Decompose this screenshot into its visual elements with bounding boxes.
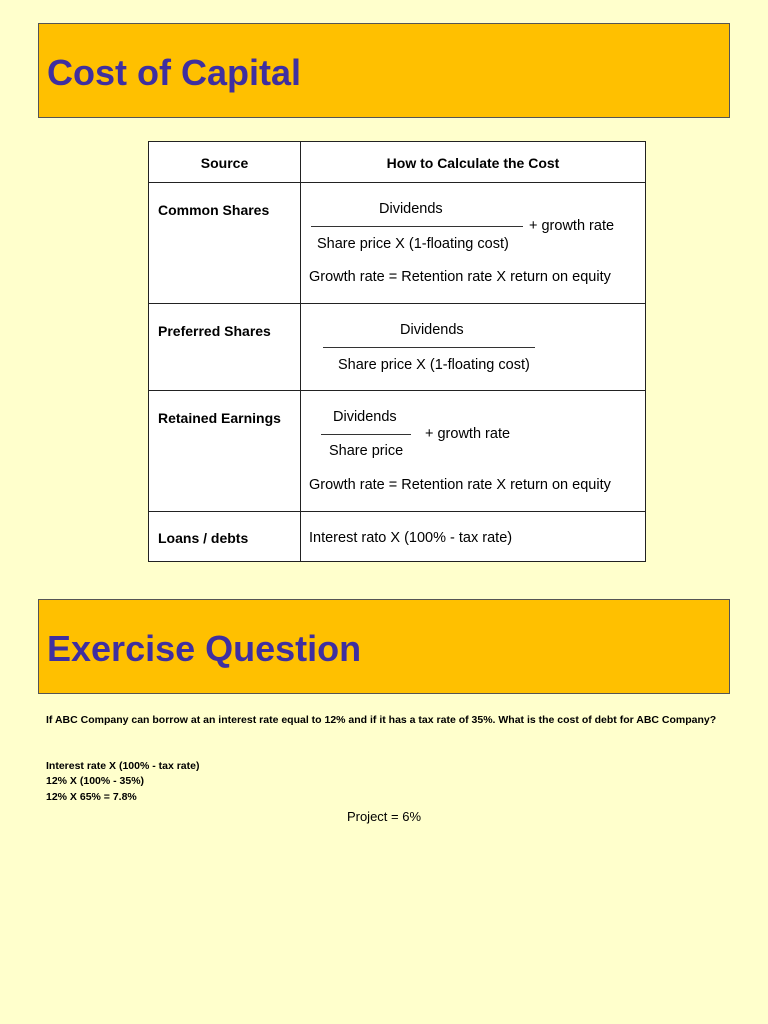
section-title: Exercise Question [47, 628, 362, 669]
growth-note: Growth rate = Retention rate X return on equity [309, 269, 611, 285]
step-line: Interest rate X (100% - tax rate) [46, 760, 200, 772]
calc-cell [301, 304, 645, 390]
step-line: 12% X (100% - 35%) [46, 775, 145, 787]
source-cell [149, 304, 301, 390]
growth-note: Growth rate = Retention rate X return on equity [309, 477, 611, 493]
table-row [149, 303, 645, 390]
header-source-cell [149, 142, 301, 182]
numerator: Dividends [379, 201, 443, 217]
question-text: If ABC Company can borrow at an interest rate equal to 12% and if it has a tax rate of 35%. What is the cost of debt for ABC Company? [46, 714, 717, 726]
suffix: + growth rate [425, 426, 511, 442]
fraction-line [323, 347, 535, 348]
exercise-question-title-box [38, 599, 730, 694]
calc-cell [301, 512, 645, 561]
debt-formula: Interest rato X (100% - tax rate) [309, 530, 513, 546]
table-header-row [149, 142, 645, 182]
source-cell [149, 512, 301, 561]
table-row [149, 511, 645, 561]
source-label: Retained Earnings [158, 410, 281, 426]
suffix: + growth rate [529, 218, 615, 234]
denominator: Share price X (1-floating cost) [317, 236, 509, 252]
header-calc: How to Calculate the Cost [386, 155, 560, 171]
numerator: Dividends [333, 409, 397, 425]
calc-cell [301, 391, 645, 511]
step-line: 12% X 65% = 7.8% [46, 791, 137, 803]
cost-table [148, 141, 646, 562]
denominator: Share price [329, 443, 404, 459]
source-label: Loans / debts [158, 530, 249, 546]
table-row [149, 390, 645, 511]
calc-cell [301, 183, 645, 303]
fraction-line [311, 226, 523, 227]
page-title: Cost of Capital [47, 52, 302, 93]
header-source: Source [200, 155, 249, 171]
project-text: Project = 6% [346, 809, 422, 824]
source-label: Preferred Shares [158, 323, 271, 339]
fraction-line [321, 434, 411, 435]
header-calc-cell [301, 142, 645, 182]
source-cell [149, 183, 301, 303]
cost-of-capital-title-box [38, 23, 730, 118]
numerator: Dividends [400, 322, 464, 338]
source-label: Common Shares [158, 202, 270, 218]
source-cell [149, 391, 301, 511]
denominator: Share price X (1-floating cost) [338, 357, 530, 373]
table-row [149, 182, 645, 303]
